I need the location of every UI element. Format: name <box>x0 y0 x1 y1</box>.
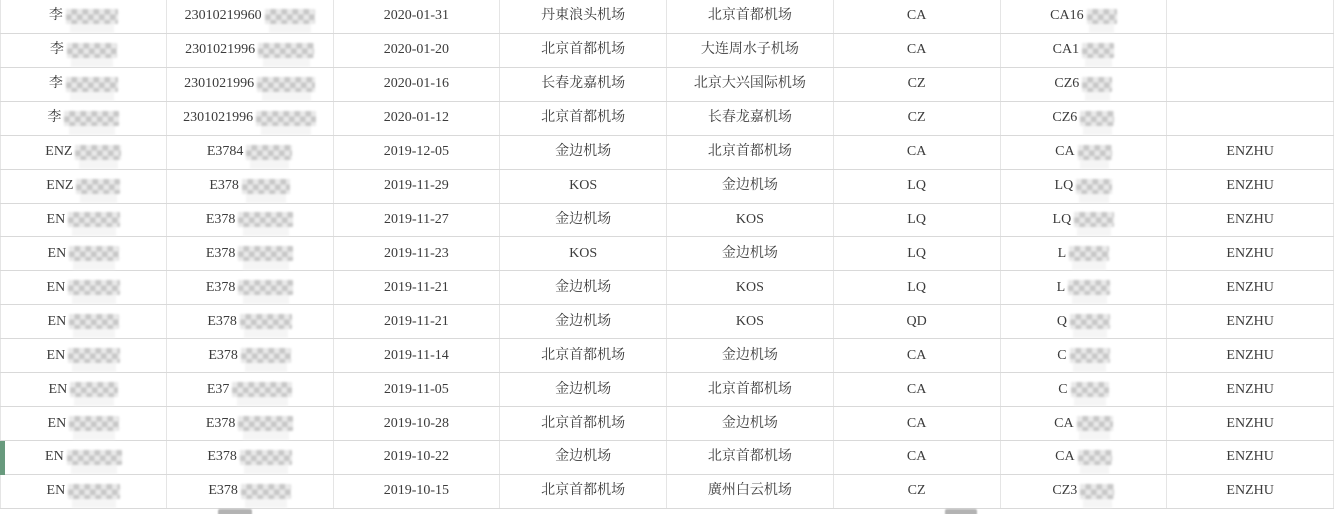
cell-airline-code[interactable] <box>834 441 1001 474</box>
passenger-tag-text: ENZHU <box>1226 178 1274 194</box>
redaction-blur <box>1082 77 1112 92</box>
arrival-airport-text: 北京首都机场 <box>707 144 792 160</box>
redaction-blur <box>1087 9 1117 24</box>
redaction-blur <box>240 314 292 329</box>
cell-passenger-tag[interactable] <box>1167 0 1334 33</box>
passenger-tag-text: ENZHU <box>1226 313 1274 329</box>
name-text: 李 <box>49 42 64 58</box>
id-number-text: 2301021996 <box>183 110 254 126</box>
name-text: EN <box>47 313 67 329</box>
cell-name[interactable] <box>0 373 167 406</box>
airline-code-text: LQ <box>907 178 926 194</box>
table-row <box>0 204 1334 238</box>
cell-airline-code[interactable] <box>834 305 1001 338</box>
redaction-blur <box>1078 450 1112 465</box>
passenger-tag-text: ENZHU <box>1226 381 1274 397</box>
redaction-blur <box>1068 280 1110 295</box>
redaction-blur <box>69 246 119 261</box>
cell-name[interactable] <box>0 68 167 101</box>
arrival-airport-text: 长春龙嘉机场 <box>707 110 792 126</box>
redaction-blur <box>1082 43 1114 58</box>
flight-date-text: 2020-01-16 <box>383 76 450 92</box>
cell-flight-date[interactable] <box>334 0 501 33</box>
cell-departure-airport[interactable] <box>500 0 667 33</box>
flight-date-text: 2019-10-22 <box>383 449 450 465</box>
departure-airport-text: 金边机场 <box>555 279 612 295</box>
redaction-blur <box>64 111 119 126</box>
departure-airport-text: 金边机场 <box>555 313 612 329</box>
flight-date-text: 2019-11-23 <box>383 245 449 261</box>
redaction-blur <box>256 111 316 126</box>
cell-flight-date[interactable] <box>334 305 501 338</box>
redaction-blur <box>1077 416 1113 431</box>
cell-flight-number[interactable] <box>1001 170 1168 203</box>
cell-passenger-tag[interactable] <box>1167 34 1334 67</box>
cell-id-number[interactable] <box>167 373 334 406</box>
cell-id-number[interactable] <box>167 0 334 33</box>
name-text: ENZ <box>46 178 74 194</box>
id-number-text: E378 <box>208 483 238 499</box>
cell-airline-code[interactable] <box>834 339 1001 372</box>
cell-arrival-airport[interactable] <box>667 170 834 203</box>
flight-number-text: C <box>1057 347 1067 363</box>
cell-airline-code[interactable] <box>834 136 1001 169</box>
flight-number-text: CZ6 <box>1054 76 1080 92</box>
departure-airport-text: 北京首都机场 <box>541 110 626 126</box>
redaction-blur <box>75 145 121 160</box>
flight-number-text: CA1 <box>1052 42 1080 58</box>
cell-passenger-tag[interactable] <box>1167 204 1334 237</box>
departure-airport-text: 金边机场 <box>555 144 612 160</box>
cell-name[interactable] <box>0 0 167 33</box>
name-text: 李 <box>47 110 62 126</box>
id-number-text: E378 <box>205 279 236 295</box>
cell-flight-date[interactable] <box>334 475 501 508</box>
flight-number-text: C <box>1058 381 1068 397</box>
name-text: EN <box>46 211 66 227</box>
cell-arrival-airport[interactable] <box>667 271 834 304</box>
cell-flight-number[interactable] <box>1001 102 1168 135</box>
cell-passenger-tag[interactable] <box>1167 136 1334 169</box>
cell-airline-code[interactable] <box>834 102 1001 135</box>
flight-date-text: 2019-10-28 <box>383 415 450 431</box>
id-number-text: E378 <box>207 313 237 329</box>
passenger-tag-text: ENZHU <box>1226 449 1274 465</box>
cell-flight-number[interactable] <box>1001 271 1168 304</box>
airline-code-text: LQ <box>907 245 926 261</box>
cell-flight-date[interactable] <box>334 271 501 304</box>
cell-flight-number[interactable] <box>1001 305 1168 338</box>
cell-flight-number[interactable] <box>1001 68 1168 101</box>
redaction-blur <box>238 246 293 261</box>
cell-departure-airport[interactable] <box>500 475 667 508</box>
cell-id-number[interactable] <box>167 34 334 67</box>
redaction-blur <box>1080 484 1114 499</box>
cell-departure-airport[interactable] <box>500 237 667 270</box>
flight-number-text: CA16 <box>1050 8 1084 24</box>
arrival-airport-text: 北京首都机场 <box>707 381 792 397</box>
airline-code-text: CZ <box>907 110 926 126</box>
cell-flight-number[interactable] <box>1001 475 1168 508</box>
airline-code-text: LQ <box>907 279 926 295</box>
cell-flight-date[interactable] <box>334 237 501 270</box>
cell-name[interactable] <box>0 204 167 237</box>
table-row <box>0 34 1334 68</box>
flight-number-text: L <box>1056 279 1066 295</box>
cell-airline-code[interactable] <box>834 237 1001 270</box>
name-text: 李 <box>48 8 63 24</box>
departure-airport-text: 金边机场 <box>555 381 612 397</box>
arrival-airport-text: 廣州白云机场 <box>707 483 792 499</box>
cell-passenger-tag[interactable] <box>1167 373 1334 406</box>
redaction-blur <box>68 212 120 227</box>
cell-id-number[interactable] <box>167 102 334 135</box>
redaction-blur <box>76 179 120 194</box>
redaction-blur <box>66 77 118 92</box>
flight-number-text: LQ <box>1054 178 1074 194</box>
redaction-blur <box>238 416 293 431</box>
cell-airline-code[interactable] <box>834 407 1001 440</box>
redaction-blur <box>1080 111 1114 126</box>
redaction-blur <box>69 416 119 431</box>
flight-number-text: Q <box>1056 313 1067 329</box>
name-text: ENZ <box>45 144 73 160</box>
airline-code-text: CA <box>906 381 927 397</box>
airline-code-text: CA <box>906 42 927 58</box>
cell-passenger-tag[interactable] <box>1167 68 1334 101</box>
cell-flight-date[interactable] <box>334 441 501 474</box>
arrival-airport-text: 北京大兴国际机场 <box>693 76 806 92</box>
cell-flight-number[interactable] <box>1001 407 1168 440</box>
flight-date-text: 2020-01-12 <box>383 110 450 126</box>
redaction-blur <box>1069 246 1109 261</box>
cell-departure-airport[interactable] <box>500 373 667 406</box>
cell-flight-number[interactable] <box>1001 0 1168 33</box>
table-row <box>0 271 1334 305</box>
cell-arrival-airport[interactable] <box>667 0 834 33</box>
redaction-blur <box>246 145 292 160</box>
arrival-airport-text: 金边机场 <box>721 245 778 261</box>
cell-departure-airport[interactable] <box>500 407 667 440</box>
id-number-text: E378 <box>205 415 236 431</box>
table-row <box>0 339 1334 373</box>
redaction-blur <box>1070 348 1110 363</box>
redaction-blur <box>1070 314 1110 329</box>
redaction-blur <box>232 382 292 397</box>
airline-code-text: LQ <box>907 211 926 227</box>
redaction-blur <box>1074 212 1114 227</box>
redaction-blur <box>218 509 252 514</box>
cell-id-number[interactable] <box>167 68 334 101</box>
cell-airline-code[interactable] <box>834 68 1001 101</box>
table-row <box>0 0 1334 34</box>
flight-number-text: CA <box>1055 449 1075 465</box>
cell-name[interactable] <box>0 305 167 338</box>
name-text: EN <box>46 347 66 363</box>
cell-arrival-airport[interactable] <box>667 339 834 372</box>
table-row <box>0 373 1334 407</box>
name-text: EN <box>45 449 64 465</box>
cell-passenger-tag[interactable] <box>1167 170 1334 203</box>
flight-number-text: CZ3 <box>1052 483 1078 499</box>
cell-flight-date[interactable] <box>334 339 501 372</box>
table-row <box>0 68 1334 102</box>
table-row <box>0 237 1334 271</box>
name-text: EN <box>46 279 66 295</box>
cell-passenger-tag[interactable] <box>1167 407 1334 440</box>
redaction-blur <box>70 382 118 397</box>
departure-airport-text: 金边机场 <box>555 211 612 227</box>
id-number-text: E37 <box>206 381 230 397</box>
cell-departure-airport[interactable] <box>500 136 667 169</box>
cell-arrival-airport[interactable] <box>667 475 834 508</box>
passenger-tag-text: ENZHU <box>1226 279 1274 295</box>
passenger-tag-text: ENZHU <box>1226 483 1274 499</box>
flight-date-text: 2019-11-14 <box>383 347 449 363</box>
redaction-blur <box>1076 179 1112 194</box>
departure-airport-text: 北京首都机场 <box>541 347 626 363</box>
id-number-text: E378 <box>208 347 238 363</box>
cell-passenger-tag[interactable] <box>1167 441 1334 474</box>
redaction-blur <box>258 43 314 58</box>
redaction-blur <box>66 9 118 24</box>
cell-arrival-airport[interactable] <box>667 204 834 237</box>
id-number-text: 2301021996 <box>184 76 255 92</box>
cell-departure-airport[interactable] <box>500 271 667 304</box>
cell-departure-airport[interactable] <box>500 441 667 474</box>
cell-departure-airport[interactable] <box>500 339 667 372</box>
flight-number-text: CZ6 <box>1052 110 1078 126</box>
redaction-blur <box>241 484 291 499</box>
airline-code-text: CZ <box>907 76 926 92</box>
redaction-blur <box>257 77 315 92</box>
flight-date-text: 2019-11-29 <box>383 178 449 194</box>
flight-date-text: 2019-11-27 <box>383 211 449 227</box>
redaction-blur <box>69 314 119 329</box>
cell-flight-date[interactable] <box>334 373 501 406</box>
cell-passenger-tag[interactable] <box>1167 339 1334 372</box>
cell-flight-number[interactable] <box>1001 136 1168 169</box>
cell-flight-date[interactable] <box>334 68 501 101</box>
redaction-blur <box>68 280 120 295</box>
flight-date-text: 2020-01-20 <box>383 42 450 58</box>
flight-date-text: 2019-11-05 <box>383 381 449 397</box>
cell-flight-number[interactable] <box>1001 204 1168 237</box>
id-number-text: E378 <box>209 178 239 194</box>
cell-passenger-tag[interactable] <box>1167 102 1334 135</box>
id-number-text: 23010219960 <box>184 8 262 24</box>
table-row <box>0 441 1334 475</box>
table-row <box>0 102 1334 136</box>
arrival-airport-text: KOS <box>735 211 764 227</box>
cell-name[interactable] <box>0 339 167 372</box>
redaction-blur <box>1078 145 1112 160</box>
cell-airline-code[interactable] <box>834 204 1001 237</box>
name-text: 李 <box>48 76 63 92</box>
redaction-blur <box>68 348 120 363</box>
airline-code-text: CA <box>906 415 927 431</box>
cell-flight-number[interactable] <box>1001 441 1168 474</box>
name-text: EN <box>46 483 66 499</box>
cell-id-number[interactable] <box>167 441 334 474</box>
departure-airport-text: 丹東浪头机场 <box>541 8 626 24</box>
redaction-blur <box>241 348 291 363</box>
name-text: EN <box>48 381 68 397</box>
cell-passenger-tag[interactable] <box>1167 475 1334 508</box>
cell-flight-number[interactable] <box>1001 34 1168 67</box>
cell-name[interactable] <box>0 102 167 135</box>
cell-flight-date[interactable] <box>334 136 501 169</box>
cell-airline-code[interactable] <box>834 0 1001 33</box>
airline-code-text: CA <box>906 449 927 465</box>
flight-number-text: CA <box>1055 144 1075 160</box>
flight-date-text: 2019-11-21 <box>383 279 449 295</box>
airline-code-text: CA <box>906 144 927 160</box>
cell-arrival-airport[interactable] <box>667 237 834 270</box>
redaction-blur <box>238 212 293 227</box>
passenger-tag-text: ENZHU <box>1226 245 1274 261</box>
redaction-blur <box>68 484 120 499</box>
cell-id-number[interactable] <box>167 475 334 508</box>
arrival-airport-text: KOS <box>735 313 764 329</box>
cell-arrival-airport[interactable] <box>667 305 834 338</box>
departure-airport-text: KOS <box>569 178 598 194</box>
airline-code-text: CA <box>906 8 927 24</box>
redaction-blur <box>242 179 290 194</box>
redaction-blur <box>945 509 977 514</box>
cell-arrival-airport[interactable] <box>667 102 834 135</box>
flight-date-text: 2020-01-31 <box>383 8 450 24</box>
arrival-airport-text: KOS <box>735 279 764 295</box>
departure-airport-text: 北京首都机场 <box>541 483 626 499</box>
arrival-airport-text: 金边机场 <box>721 415 778 431</box>
passenger-tag-text: ENZHU <box>1226 347 1274 363</box>
cell-flight-date[interactable] <box>334 34 501 67</box>
departure-airport-text: 北京首都机场 <box>541 42 626 58</box>
cell-name[interactable] <box>0 237 167 270</box>
flight-number-text: CA <box>1054 415 1074 431</box>
redaction-blur <box>240 450 292 465</box>
id-number-text: E378 <box>207 449 237 465</box>
redaction-blur <box>265 9 315 24</box>
cell-passenger-tag[interactable] <box>1167 237 1334 270</box>
cell-passenger-tag[interactable] <box>1167 271 1334 304</box>
cell-arrival-airport[interactable] <box>667 136 834 169</box>
cell-id-number[interactable] <box>167 407 334 440</box>
arrival-airport-text: 北京首都机场 <box>707 449 792 465</box>
redaction-blur <box>238 280 293 295</box>
cell-flight-date[interactable] <box>334 407 501 440</box>
cell-arrival-airport[interactable] <box>667 441 834 474</box>
cell-arrival-airport[interactable] <box>667 373 834 406</box>
cell-name[interactable] <box>0 475 167 508</box>
cell-id-number[interactable] <box>167 170 334 203</box>
airline-code-text: CA <box>906 347 927 363</box>
flight-date-text: 2019-11-21 <box>383 313 449 329</box>
departure-airport-text: 北京首都机场 <box>541 415 626 431</box>
cell-id-number[interactable] <box>167 339 334 372</box>
cell-departure-airport[interactable] <box>500 170 667 203</box>
cell-flight-number[interactable] <box>1001 237 1168 270</box>
cell-name[interactable] <box>0 271 167 304</box>
cell-arrival-airport[interactable] <box>667 407 834 440</box>
cell-departure-airport[interactable] <box>500 68 667 101</box>
cell-flight-number[interactable] <box>1001 339 1168 372</box>
id-number-text: 2301021996 <box>185 42 256 58</box>
cell-flight-date[interactable] <box>334 170 501 203</box>
table-row <box>0 475 1334 509</box>
name-text: EN <box>47 415 67 431</box>
id-number-text: E378 <box>205 245 236 261</box>
cell-flight-number[interactable] <box>1001 373 1168 406</box>
arrival-airport-text: 金边机场 <box>721 347 778 363</box>
cell-id-number[interactable] <box>167 237 334 270</box>
cell-flight-date[interactable] <box>334 204 501 237</box>
table-row <box>0 305 1334 339</box>
departure-airport-text: 金边机场 <box>555 449 612 465</box>
arrival-airport-text: 金边机场 <box>721 178 778 194</box>
table-row <box>0 136 1334 170</box>
flight-number-text: LQ <box>1052 211 1072 227</box>
name-text: EN <box>47 245 67 261</box>
cell-id-number[interactable] <box>167 305 334 338</box>
passenger-tag-text: ENZHU <box>1226 415 1274 431</box>
flight-date-text: 2019-12-05 <box>383 144 450 160</box>
cell-departure-airport[interactable] <box>500 102 667 135</box>
passenger-tag-text: ENZHU <box>1226 211 1274 227</box>
flight-number-text: L <box>1057 245 1067 261</box>
cell-arrival-airport[interactable] <box>667 34 834 67</box>
cell-passenger-tag[interactable] <box>1167 305 1334 338</box>
cell-departure-airport[interactable] <box>500 204 667 237</box>
arrival-airport-text: 大连周水子机场 <box>700 42 799 58</box>
cell-id-number[interactable] <box>167 271 334 304</box>
cell-airline-code[interactable] <box>834 271 1001 304</box>
flight-date-text: 2019-10-15 <box>383 483 450 499</box>
redaction-blur <box>67 43 117 58</box>
cell-departure-airport[interactable] <box>500 34 667 67</box>
cell-id-number[interactable] <box>167 204 334 237</box>
cell-name[interactable] <box>0 407 167 440</box>
redaction-blur <box>1071 382 1109 397</box>
departure-airport-text: 长春龙嘉机场 <box>541 76 626 92</box>
cell-departure-airport[interactable] <box>500 305 667 338</box>
cell-airline-code[interactable] <box>834 170 1001 203</box>
id-number-text: E3784 <box>206 144 244 160</box>
airline-code-text: QD <box>906 313 927 329</box>
id-number-text: E378 <box>205 211 236 227</box>
arrival-airport-text: 北京首都机场 <box>707 8 792 24</box>
table-row <box>0 170 1334 204</box>
cell-airline-code[interactable] <box>834 34 1001 67</box>
airline-code-text: CZ <box>907 483 926 499</box>
cell-flight-date[interactable] <box>334 102 501 135</box>
cell-name[interactable] <box>0 441 167 474</box>
cell-name[interactable] <box>0 170 167 203</box>
cell-airline-code[interactable] <box>834 373 1001 406</box>
passenger-tag-text: ENZHU <box>1226 144 1274 160</box>
cell-arrival-airport[interactable] <box>667 68 834 101</box>
departure-airport-text: KOS <box>569 245 598 261</box>
partial-row <box>0 509 1334 514</box>
redaction-blur <box>67 450 122 465</box>
table-row <box>0 407 1334 441</box>
cell-name[interactable] <box>0 34 167 67</box>
cell-name[interactable] <box>0 136 167 169</box>
cell-airline-code[interactable] <box>834 475 1001 508</box>
cell-id-number[interactable] <box>167 136 334 169</box>
